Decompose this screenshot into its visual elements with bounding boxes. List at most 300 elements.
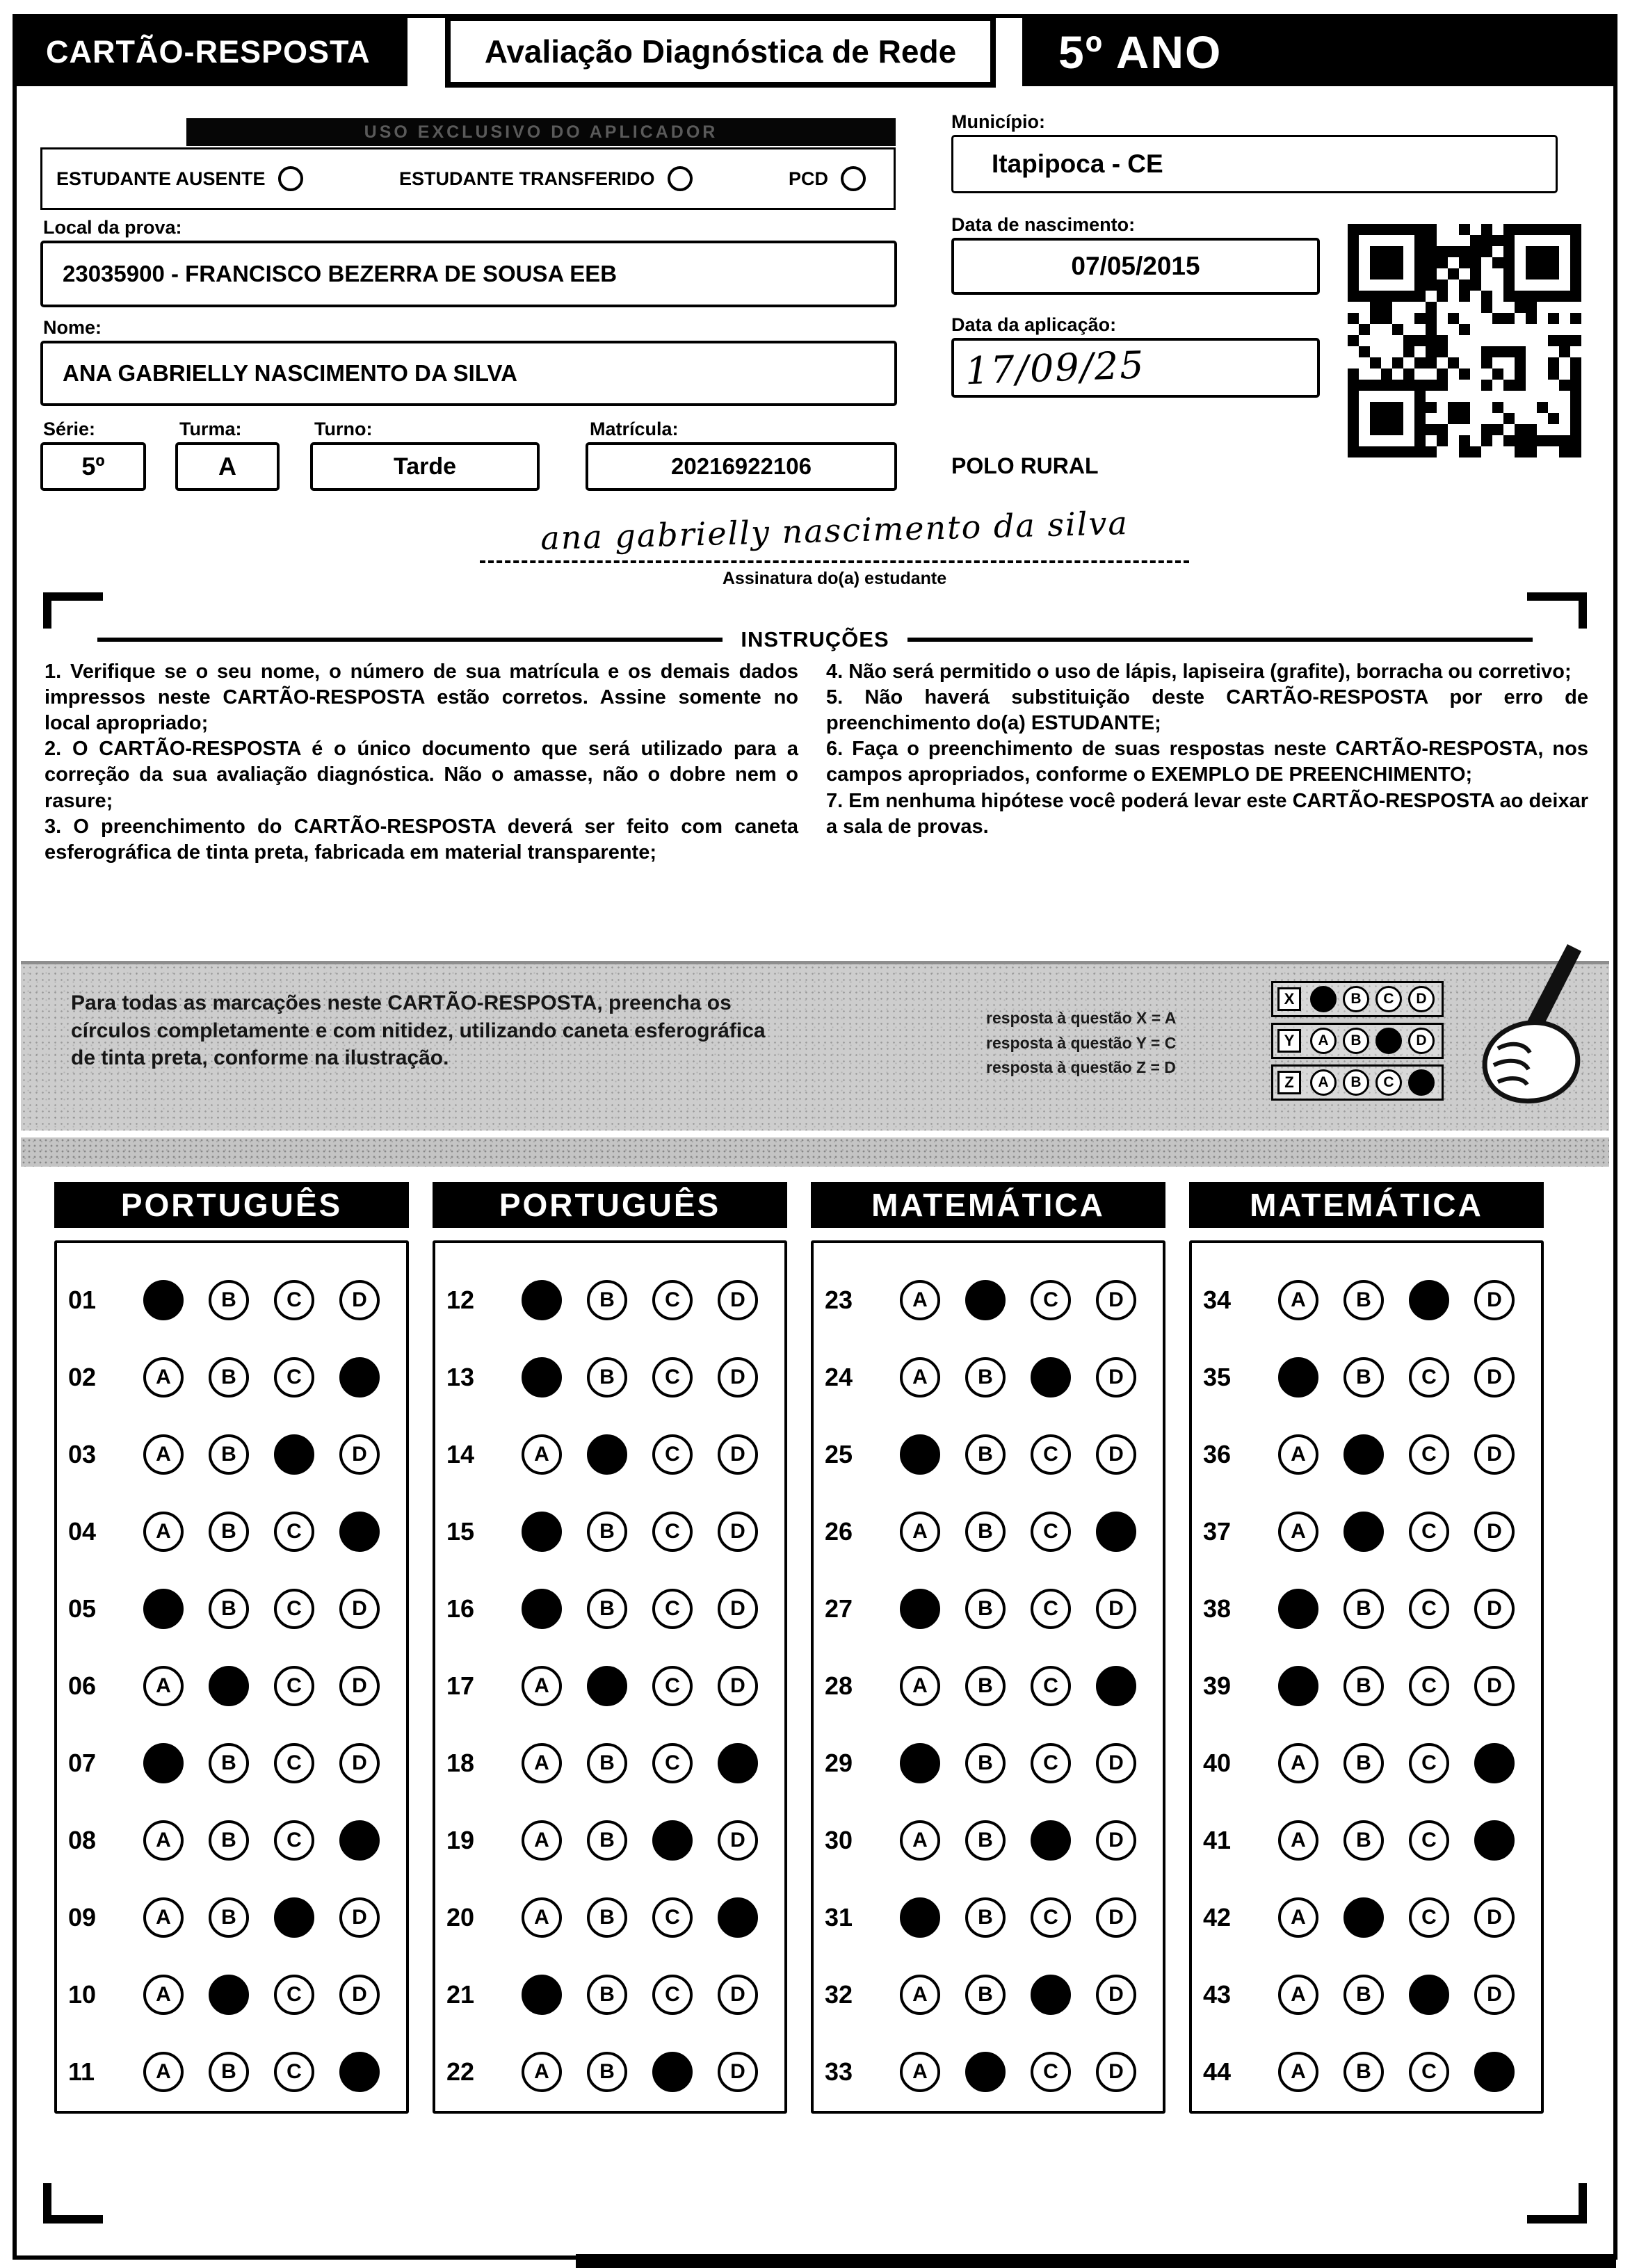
answer-bubble-08-D[interactable] bbox=[339, 1820, 380, 1861]
question-row-44 bbox=[1192, 2033, 1541, 2110]
answer-bubble-41-C[interactable]: C bbox=[1409, 1820, 1449, 1861]
checkbox-circle-transferido[interactable] bbox=[668, 166, 693, 191]
question-number: 18 bbox=[446, 1748, 475, 1777]
answer-bubble-12-B[interactable]: B bbox=[587, 1280, 627, 1320]
answer-bubble-18-A[interactable]: A bbox=[522, 1743, 562, 1783]
question-row-37 bbox=[1192, 1493, 1541, 1570]
question-number: 11 bbox=[68, 2057, 95, 2086]
answer-bubble-36-D[interactable]: D bbox=[1474, 1434, 1515, 1475]
answer-bubble-43-D[interactable]: D bbox=[1474, 1975, 1515, 2015]
data-aplicacao-label: Data da aplicação: bbox=[951, 314, 1117, 335]
fill-example-band bbox=[21, 961, 1609, 1131]
answer-bubble-22-D[interactable]: D bbox=[718, 2052, 758, 2092]
answer-bubble-23-A[interactable]: A bbox=[900, 1280, 940, 1320]
answer-bubble-14-A[interactable]: A bbox=[522, 1434, 562, 1475]
question-row-10 bbox=[57, 1956, 406, 2033]
checkbox-label: ESTUDANTE AUSENTE bbox=[56, 168, 266, 189]
question-row-26 bbox=[814, 1493, 1163, 1570]
question-row-40 bbox=[1192, 1724, 1541, 1801]
answer-bubble-38-A[interactable] bbox=[1278, 1589, 1318, 1629]
answer-bubble-17-A[interactable]: A bbox=[522, 1666, 562, 1706]
question-number: 42 bbox=[1203, 1902, 1232, 1931]
answer-bubble-01-B[interactable]: B bbox=[209, 1280, 249, 1320]
answer-bubble-09-C[interactable] bbox=[274, 1897, 314, 1938]
answer-bubble-32-D[interactable]: D bbox=[1096, 1975, 1136, 2015]
answer-bubble-35-C[interactable]: C bbox=[1409, 1357, 1449, 1398]
answer-bubble-08-A[interactable]: A bbox=[143, 1820, 184, 1861]
answer-bubble-04-C[interactable]: C bbox=[274, 1512, 314, 1552]
answer-grid bbox=[811, 1240, 1165, 2114]
answer-bubble-03-C[interactable] bbox=[274, 1434, 314, 1475]
question-number: 30 bbox=[825, 1825, 853, 1854]
answer-bubble-40-A[interactable]: A bbox=[1278, 1743, 1318, 1783]
section-title: PORTUGUÊS bbox=[54, 1182, 409, 1228]
instructions-left-column bbox=[45, 659, 798, 866]
answer-bubble-28-D[interactable] bbox=[1096, 1666, 1136, 1706]
signature-line bbox=[480, 560, 1189, 563]
checkbox-label: ESTUDANTE TRANSFERIDO bbox=[399, 168, 655, 189]
answer-bubble-43-A[interactable]: A bbox=[1278, 1975, 1318, 2015]
example-answer-notes bbox=[986, 1006, 1216, 1080]
answer-bubble-16-D[interactable]: D bbox=[718, 1589, 758, 1629]
hand-pen-illustration bbox=[1420, 943, 1601, 1137]
question-row-17 bbox=[435, 1647, 784, 1724]
nome-box bbox=[40, 341, 897, 406]
answer-bubble-23-D[interactable]: D bbox=[1096, 1280, 1136, 1320]
question-number: 02 bbox=[68, 1362, 97, 1391]
answer-bubble-14-C[interactable]: C bbox=[652, 1434, 693, 1475]
answer-bubble-10-D[interactable]: D bbox=[339, 1975, 380, 2015]
answer-bubble-32-B[interactable]: B bbox=[965, 1975, 1006, 2015]
answer-bubble-42-D[interactable]: D bbox=[1474, 1897, 1515, 1938]
question-row-05 bbox=[57, 1570, 406, 1647]
checkbox-circle-ausente[interactable] bbox=[278, 166, 303, 191]
answer-bubble-04-B[interactable]: B bbox=[209, 1512, 249, 1552]
answer-bubble-20-A[interactable]: A bbox=[522, 1897, 562, 1938]
answer-bubble-34-B[interactable]: B bbox=[1343, 1280, 1384, 1320]
question-number: 21 bbox=[446, 1979, 475, 2009]
answer-bubble-06-B[interactable] bbox=[209, 1666, 249, 1706]
answer-grid bbox=[433, 1240, 787, 2114]
student-signature-handwriting: ana gabrielly nascimento da silva bbox=[540, 503, 1129, 558]
answer-bubble-19-A[interactable]: A bbox=[522, 1820, 562, 1861]
answer-bubble-03-D[interactable]: D bbox=[339, 1434, 380, 1475]
answer-bubble-19-D[interactable]: D bbox=[718, 1820, 758, 1861]
serie-value: 5º bbox=[81, 452, 105, 480]
data-nascimento-label: Data de nascimento: bbox=[951, 214, 1136, 235]
answer-bubble-17-C[interactable]: C bbox=[652, 1666, 693, 1706]
answer-bubble-13-B[interactable]: B bbox=[587, 1357, 627, 1398]
answer-bubble-23-B[interactable] bbox=[965, 1280, 1006, 1320]
question-number: 28 bbox=[825, 1671, 853, 1700]
question-row-19 bbox=[435, 1801, 784, 1879]
answer-bubble-01-A[interactable] bbox=[143, 1280, 184, 1320]
answer-bubble-22-C[interactable] bbox=[652, 2052, 693, 2092]
answer-bubble-42-A[interactable]: A bbox=[1278, 1897, 1318, 1938]
answer-bubble-41-A[interactable]: A bbox=[1278, 1820, 1318, 1861]
answer-bubble-26-A[interactable]: A bbox=[900, 1512, 940, 1552]
answer-bubble-43-C[interactable] bbox=[1409, 1975, 1449, 2015]
answer-bubble-25-D[interactable]: D bbox=[1096, 1434, 1136, 1475]
answer-bubble-36-A[interactable]: A bbox=[1278, 1434, 1318, 1475]
answer-bubble-14-D[interactable]: D bbox=[718, 1434, 758, 1475]
answer-bubble-05-C[interactable]: C bbox=[274, 1589, 314, 1629]
card-title: CARTÃO-RESPOSTA bbox=[46, 34, 371, 70]
answer-bubble-09-A[interactable]: A bbox=[143, 1897, 184, 1938]
answer-bubble-10-B[interactable] bbox=[209, 1975, 249, 2015]
question-row-24 bbox=[814, 1338, 1163, 1416]
question-number: 31 bbox=[825, 1902, 853, 1931]
instruction-item-4: 4. Não será permitido o uso de lápis, lapiseira (grafite), borracha ou corretivo; bbox=[826, 661, 1572, 683]
answer-bubble-24-D[interactable]: D bbox=[1096, 1357, 1136, 1398]
instructions-header bbox=[97, 627, 1533, 652]
answer-bubble-38-B[interactable]: B bbox=[1343, 1589, 1384, 1629]
answer-bubble-11-D[interactable] bbox=[339, 2052, 380, 2092]
question-row-36 bbox=[1192, 1416, 1541, 1493]
nome-label: Nome: bbox=[43, 317, 102, 338]
question-row-21 bbox=[435, 1956, 784, 2033]
answer-bubble-32-C[interactable] bbox=[1031, 1975, 1071, 2015]
answer-bubble-05-D[interactable]: D bbox=[339, 1589, 380, 1629]
answer-bubble-38-C[interactable]: C bbox=[1409, 1589, 1449, 1629]
answer-bubble-42-C[interactable]: C bbox=[1409, 1897, 1449, 1938]
qr-code bbox=[1348, 224, 1581, 457]
question-number: 13 bbox=[446, 1362, 475, 1391]
checkbox-estudante-ausente bbox=[56, 166, 303, 191]
example-note-x: resposta à questão X = A bbox=[986, 1009, 1177, 1027]
exam-title-box bbox=[445, 15, 996, 88]
answer-bubble-42-B[interactable] bbox=[1343, 1897, 1384, 1938]
answer-bubble-35-B[interactable]: B bbox=[1343, 1357, 1384, 1398]
answer-bubble-15-A[interactable] bbox=[522, 1512, 562, 1552]
question-number: 24 bbox=[825, 1362, 853, 1391]
instructions-right-column bbox=[826, 659, 1588, 840]
answer-bubble-20-C[interactable]: C bbox=[652, 1897, 693, 1938]
checkbox-label: PCD bbox=[788, 168, 828, 189]
answer-bubble-24-A[interactable]: A bbox=[900, 1357, 940, 1398]
answer-bubble-33-A[interactable]: A bbox=[900, 2052, 940, 2092]
answer-bubble-30-D[interactable]: D bbox=[1096, 1820, 1136, 1861]
question-row-08 bbox=[57, 1801, 406, 1879]
answer-bubble-03-A[interactable]: A bbox=[143, 1434, 184, 1475]
aplicador-bar-text: USO EXCLUSIVO DO APLICADOR bbox=[364, 122, 718, 142]
question-number: 35 bbox=[1203, 1362, 1232, 1391]
answer-bubble-25-B[interactable]: B bbox=[965, 1434, 1006, 1475]
answer-bubble-02-C[interactable]: C bbox=[274, 1357, 314, 1398]
answer-bubble-30-A[interactable]: A bbox=[900, 1820, 940, 1861]
answer-bubble-28-A[interactable]: A bbox=[900, 1666, 940, 1706]
answer-bubble-06-C[interactable]: C bbox=[274, 1666, 314, 1706]
answer-bubble-13-D[interactable]: D bbox=[718, 1357, 758, 1398]
answer-bubble-31-C[interactable]: C bbox=[1031, 1897, 1071, 1938]
answer-bubble-13-C[interactable]: C bbox=[652, 1357, 693, 1398]
answer-bubble-29-C[interactable]: C bbox=[1031, 1743, 1071, 1783]
answer-bubble-36-C[interactable]: C bbox=[1409, 1434, 1449, 1475]
turno-box bbox=[310, 442, 540, 491]
answer-bubble-31-B[interactable]: B bbox=[965, 1897, 1006, 1938]
rule-right bbox=[907, 638, 1533, 642]
answer-bubble-39-B[interactable]: B bbox=[1343, 1666, 1384, 1706]
answer-bubble-33-D[interactable]: D bbox=[1096, 2052, 1136, 2092]
matricula-box bbox=[586, 442, 897, 491]
question-row-06 bbox=[57, 1647, 406, 1724]
answer-bubble-39-A[interactable] bbox=[1278, 1666, 1318, 1706]
question-number: 36 bbox=[1203, 1439, 1232, 1468]
answer-bubble-10-C[interactable]: C bbox=[274, 1975, 314, 2015]
answer-bubble-35-D[interactable]: D bbox=[1474, 1357, 1515, 1398]
answer-bubble-26-D[interactable] bbox=[1096, 1512, 1136, 1552]
example-bubble-Y-C bbox=[1375, 1028, 1402, 1054]
answer-bubble-40-D[interactable] bbox=[1474, 1743, 1515, 1783]
answer-bubble-16-B[interactable]: B bbox=[587, 1589, 627, 1629]
answer-bubble-11-B[interactable]: B bbox=[209, 2052, 249, 2092]
signature-caption: Assinatura do(a) estudante bbox=[722, 569, 947, 588]
answer-bubble-43-B[interactable]: B bbox=[1343, 1975, 1384, 2015]
question-number: 38 bbox=[1203, 1594, 1232, 1623]
answer-bubble-44-B[interactable]: B bbox=[1343, 2052, 1384, 2092]
answer-bubble-44-D[interactable] bbox=[1474, 2052, 1515, 2092]
question-number: 26 bbox=[825, 1516, 853, 1546]
answer-bubble-14-B[interactable] bbox=[587, 1434, 627, 1475]
answer-bubble-27-B[interactable]: B bbox=[965, 1589, 1006, 1629]
answer-bubble-36-B[interactable] bbox=[1343, 1434, 1384, 1475]
answer-bubble-07-D[interactable]: D bbox=[339, 1743, 380, 1783]
example-bubble-Z-A: A bbox=[1310, 1069, 1337, 1096]
answer-bubble-33-B[interactable] bbox=[965, 2052, 1006, 2092]
answer-bubble-18-C[interactable]: C bbox=[652, 1743, 693, 1783]
answer-bubble-04-D[interactable] bbox=[339, 1512, 380, 1552]
question-row-20 bbox=[435, 1879, 784, 1956]
answer-bubble-41-D[interactable] bbox=[1474, 1820, 1515, 1861]
answer-bubble-26-C[interactable]: C bbox=[1031, 1512, 1071, 1552]
question-row-30 bbox=[814, 1801, 1163, 1879]
answer-bubble-07-C[interactable]: C bbox=[274, 1743, 314, 1783]
turma-label: Turma: bbox=[179, 419, 242, 439]
answer-bubble-19-C[interactable] bbox=[652, 1820, 693, 1861]
answer-bubble-22-A[interactable]: A bbox=[522, 2052, 562, 2092]
question-row-14 bbox=[435, 1416, 784, 1493]
turno-label: Turno: bbox=[314, 419, 373, 439]
answer-bubble-21-A[interactable] bbox=[522, 1975, 562, 2015]
answer-bubble-28-B[interactable]: B bbox=[965, 1666, 1006, 1706]
matricula-label: Matrícula: bbox=[590, 419, 679, 439]
answer-bubble-06-D[interactable]: D bbox=[339, 1666, 380, 1706]
answer-bubble-25-A[interactable] bbox=[900, 1434, 940, 1475]
answer-column-matematica-1 bbox=[811, 1182, 1165, 2114]
answer-bubble-07-B[interactable]: B bbox=[209, 1743, 249, 1783]
question-row-25 bbox=[814, 1416, 1163, 1493]
question-row-03 bbox=[57, 1416, 406, 1493]
answer-bubble-20-D[interactable] bbox=[718, 1897, 758, 1938]
answer-bubble-08-B[interactable]: B bbox=[209, 1820, 249, 1861]
answer-bubble-24-C[interactable] bbox=[1031, 1357, 1071, 1398]
checkbox-circle-pcd[interactable] bbox=[841, 166, 866, 191]
answer-bubble-34-C[interactable] bbox=[1409, 1280, 1449, 1320]
exam-title: Avaliação Diagnóstica de Rede bbox=[484, 33, 957, 70]
answer-bubble-12-A[interactable] bbox=[522, 1280, 562, 1320]
answer-bubble-17-B[interactable] bbox=[587, 1666, 627, 1706]
question-row-04 bbox=[57, 1493, 406, 1570]
answer-bubble-20-B[interactable]: B bbox=[587, 1897, 627, 1938]
example-bubble-X-B: B bbox=[1343, 986, 1369, 1012]
turno-value: Tarde bbox=[393, 453, 457, 480]
section-title: MATEMÁTICA bbox=[1189, 1182, 1544, 1228]
answer-bubble-40-C[interactable]: C bbox=[1409, 1743, 1449, 1783]
answer-bubble-09-D[interactable]: D bbox=[339, 1897, 380, 1938]
answer-bubble-27-D[interactable]: D bbox=[1096, 1589, 1136, 1629]
aplicador-exclusive-bar bbox=[186, 118, 896, 146]
example-bubble-X-C: C bbox=[1375, 986, 1402, 1012]
data-nascimento-box bbox=[951, 238, 1320, 295]
answer-bubble-16-C[interactable]: C bbox=[652, 1589, 693, 1629]
answer-bubble-37-C[interactable]: C bbox=[1409, 1512, 1449, 1552]
instruction-item-1: 1. Verifique se o seu nome, o número de sua matrícula e os demais dados impressos neste CARTÃO-RESPOSTA estão corretos. Assine somente no local apropriado; bbox=[45, 661, 798, 735]
local-da-prova-value: 23035900 - FRANCISCO BEZERRA DE SOUSA EEB bbox=[63, 261, 618, 286]
answer-bubble-18-D[interactable] bbox=[718, 1743, 758, 1783]
answer-bubble-30-B[interactable]: B bbox=[965, 1820, 1006, 1861]
checkbox-estudante-transferido bbox=[399, 166, 693, 191]
card-title-box bbox=[17, 18, 408, 86]
answer-bubble-23-C[interactable]: C bbox=[1031, 1280, 1071, 1320]
answer-bubble-13-A[interactable] bbox=[522, 1357, 562, 1398]
answer-bubble-41-B[interactable]: B bbox=[1343, 1820, 1384, 1861]
question-row-32 bbox=[814, 1956, 1163, 2033]
answer-bubble-05-A[interactable] bbox=[143, 1589, 184, 1629]
example-grid bbox=[1271, 981, 1444, 1106]
answer-bubble-10-A[interactable]: A bbox=[143, 1975, 184, 2015]
example-bubble-Y-D: D bbox=[1408, 1028, 1435, 1054]
answer-bubble-37-A[interactable]: A bbox=[1278, 1512, 1318, 1552]
answer-bubble-44-C[interactable]: C bbox=[1409, 2052, 1449, 2092]
answer-bubble-34-D[interactable]: D bbox=[1474, 1280, 1515, 1320]
answer-bubble-31-D[interactable]: D bbox=[1096, 1897, 1136, 1938]
answer-bubble-29-D[interactable]: D bbox=[1096, 1743, 1136, 1783]
answer-bubble-11-C[interactable]: C bbox=[274, 2052, 314, 2092]
answer-column-matematica-2 bbox=[1189, 1182, 1544, 2114]
question-row-27 bbox=[814, 1570, 1163, 1647]
answer-bubble-21-D[interactable]: D bbox=[718, 1975, 758, 2015]
question-row-29 bbox=[814, 1724, 1163, 1801]
answer-bubble-39-D[interactable]: D bbox=[1474, 1666, 1515, 1706]
answer-bubble-11-A[interactable]: A bbox=[143, 2052, 184, 2092]
answer-bubble-02-B[interactable]: B bbox=[209, 1357, 249, 1398]
question-number: 03 bbox=[68, 1439, 97, 1468]
answer-bubble-19-B[interactable]: B bbox=[587, 1820, 627, 1861]
answer-bubble-34-A[interactable]: A bbox=[1278, 1280, 1318, 1320]
answer-bubble-37-D[interactable]: D bbox=[1474, 1512, 1515, 1552]
question-number: 07 bbox=[68, 1748, 97, 1777]
answer-bubble-05-B[interactable]: B bbox=[209, 1589, 249, 1629]
bottom-black-strip bbox=[576, 2254, 1616, 2268]
answer-bubble-06-A[interactable]: A bbox=[143, 1666, 184, 1706]
answer-bubble-40-B[interactable]: B bbox=[1343, 1743, 1384, 1783]
answer-bubble-39-C[interactable]: C bbox=[1409, 1666, 1449, 1706]
answer-bubble-15-C[interactable]: C bbox=[652, 1512, 693, 1552]
municipio-box bbox=[951, 135, 1558, 193]
question-number: 39 bbox=[1203, 1671, 1232, 1700]
answer-bubble-27-A[interactable] bbox=[900, 1589, 940, 1629]
answer-bubble-02-D[interactable] bbox=[339, 1357, 380, 1398]
answer-bubble-32-A[interactable]: A bbox=[900, 1975, 940, 2015]
municipio-label: Município: bbox=[951, 111, 1045, 132]
question-number: 32 bbox=[825, 1979, 853, 2009]
answer-column-portugues-1 bbox=[54, 1182, 409, 2114]
answer-bubble-22-B[interactable]: B bbox=[587, 2052, 627, 2092]
question-row-23 bbox=[814, 1261, 1163, 1338]
answer-column-portugues-2 bbox=[433, 1182, 787, 2114]
question-number: 15 bbox=[446, 1516, 475, 1546]
answer-bubble-31-A[interactable] bbox=[900, 1897, 940, 1938]
question-number: 41 bbox=[1203, 1825, 1232, 1854]
answer-bubble-38-D[interactable]: D bbox=[1474, 1589, 1515, 1629]
answer-bubble-26-B[interactable]: B bbox=[965, 1512, 1006, 1552]
answer-bubble-01-D[interactable]: D bbox=[339, 1280, 380, 1320]
answer-bubble-17-D[interactable]: D bbox=[718, 1666, 758, 1706]
instruction-item-2: 2. O CARTÃO-RESPOSTA é o único documento que será utilizado para a correção da sua avaliação diagnóstica. Não o amasse, não o dobre nem o rasure; bbox=[45, 738, 798, 812]
answer-bubble-08-C[interactable]: C bbox=[274, 1820, 314, 1861]
answer-bubble-28-C[interactable]: C bbox=[1031, 1666, 1071, 1706]
answer-bubble-01-C[interactable]: C bbox=[274, 1280, 314, 1320]
local-da-prova-label: Local da prova: bbox=[43, 217, 182, 238]
answer-bubble-25-C[interactable]: C bbox=[1031, 1434, 1071, 1475]
example-bubble-X-A bbox=[1310, 986, 1337, 1012]
question-number: 08 bbox=[68, 1825, 97, 1854]
answer-bubble-07-A[interactable] bbox=[143, 1743, 184, 1783]
example-bubble-Z-C: C bbox=[1375, 1069, 1402, 1096]
answer-bubble-24-B[interactable]: B bbox=[965, 1357, 1006, 1398]
question-number: 22 bbox=[446, 2057, 475, 2086]
polo-rural-label: POLO RURAL bbox=[951, 453, 1099, 478]
question-number: 37 bbox=[1203, 1516, 1232, 1546]
answer-bubble-12-D[interactable]: D bbox=[718, 1280, 758, 1320]
question-row-34 bbox=[1192, 1261, 1541, 1338]
answer-bubble-33-C[interactable]: C bbox=[1031, 2052, 1071, 2092]
answer-bubble-27-C[interactable]: C bbox=[1031, 1589, 1071, 1629]
question-number: 29 bbox=[825, 1748, 853, 1777]
answer-bubble-16-A[interactable] bbox=[522, 1589, 562, 1629]
question-row-15 bbox=[435, 1493, 784, 1570]
question-number: 44 bbox=[1203, 2057, 1232, 2086]
answer-bubble-18-B[interactable]: B bbox=[587, 1743, 627, 1783]
answer-bubble-21-C[interactable]: C bbox=[652, 1975, 693, 2015]
answer-bubble-44-A[interactable]: A bbox=[1278, 2052, 1318, 2092]
crop-mark-bottom-left bbox=[43, 2183, 103, 2224]
answer-bubble-21-B[interactable]: B bbox=[587, 1975, 627, 2015]
answer-bubble-09-B[interactable]: B bbox=[209, 1897, 249, 1938]
question-row-42 bbox=[1192, 1879, 1541, 1956]
question-number: 16 bbox=[446, 1594, 475, 1623]
question-row-43 bbox=[1192, 1956, 1541, 2033]
data-aplicacao-box bbox=[951, 338, 1320, 398]
answer-bubble-15-B[interactable]: B bbox=[587, 1512, 627, 1552]
answer-bubble-37-B[interactable] bbox=[1343, 1512, 1384, 1552]
answer-grid bbox=[54, 1240, 409, 2114]
local-da-prova-box bbox=[40, 241, 897, 307]
answer-bubble-03-B[interactable]: B bbox=[209, 1434, 249, 1475]
answer-bubble-15-D[interactable]: D bbox=[718, 1512, 758, 1552]
answer-bubble-12-C[interactable]: C bbox=[652, 1280, 693, 1320]
answer-bubble-35-A[interactable] bbox=[1278, 1357, 1318, 1398]
crop-mark-top-right bbox=[1527, 592, 1587, 629]
example-bubble-X-D: D bbox=[1408, 986, 1435, 1012]
grade-title: 5º ANO bbox=[1058, 26, 1222, 78]
example-bubble-Y-B: B bbox=[1343, 1028, 1369, 1054]
answer-bubble-29-A[interactable] bbox=[900, 1743, 940, 1783]
answer-bubble-30-C[interactable] bbox=[1031, 1820, 1071, 1861]
answer-bubble-04-A[interactable]: A bbox=[143, 1512, 184, 1552]
answer-bubble-02-A[interactable]: A bbox=[143, 1357, 184, 1398]
answer-bubble-29-B[interactable]: B bbox=[965, 1743, 1006, 1783]
